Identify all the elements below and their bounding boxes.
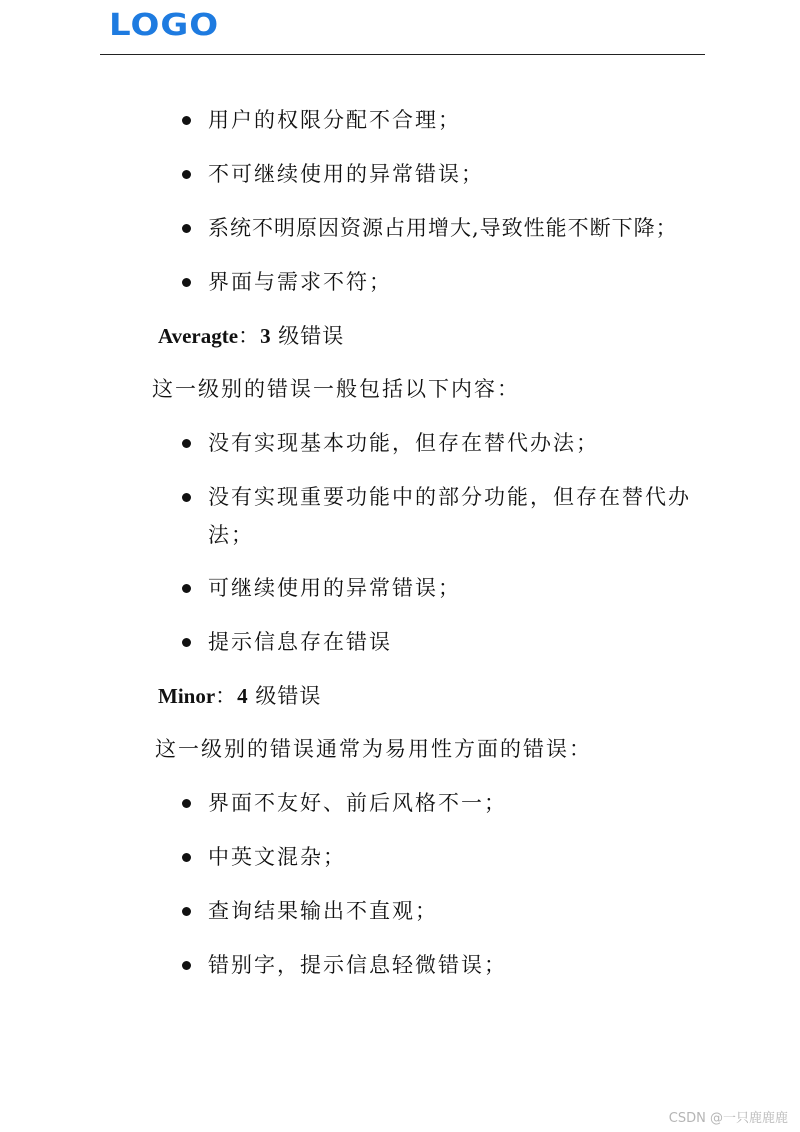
list-item <box>182 263 392 301</box>
list-item-text: 错别字，提示信息轻微错误； <box>208 953 507 977</box>
header-divider <box>100 54 705 55</box>
heading-label: Averagte <box>158 324 239 348</box>
bullet-dot <box>182 116 191 125</box>
heading-level-text: 级错误 <box>255 684 322 708</box>
list-item-text: 系统不明原因资源占用增大,导致性能不断下降； <box>208 216 678 240</box>
heading-level-number: 4 <box>237 684 248 708</box>
list-item <box>182 838 346 876</box>
list-item-text: 界面不友好、前后风格不一； <box>208 791 507 815</box>
list-item <box>182 209 678 247</box>
list-item <box>182 101 461 139</box>
logo: LOGO <box>109 7 220 44</box>
list-item <box>182 478 698 554</box>
list-item <box>182 784 507 822</box>
section-intro: 这一级别的错误一般包括以下内容： <box>152 377 520 401</box>
list-item-text: 不可继续使用的异常错误； <box>208 162 484 186</box>
bullet-dot <box>182 439 191 448</box>
list-item <box>182 623 392 661</box>
bullet-dot <box>182 907 191 916</box>
bullet-dot <box>182 278 191 287</box>
bullet-dot <box>182 638 191 647</box>
heading-label: Minor <box>158 684 216 708</box>
heading-level-text: 级错误 <box>278 324 345 348</box>
list-item-text: 界面与需求不符； <box>208 270 392 294</box>
section-heading-average <box>158 319 344 353</box>
list-item <box>182 569 461 607</box>
bullet-dot <box>182 853 191 862</box>
list-item <box>182 424 599 462</box>
bullet-dot <box>182 493 191 502</box>
list-item-text: 没有实现重要功能中的部分功能，但存在替代办法； <box>208 485 691 547</box>
list-item-text: 可继续使用的异常错误； <box>208 576 461 600</box>
bullet-dot <box>182 961 191 970</box>
bullet-dot <box>182 170 191 179</box>
list-item <box>182 892 438 930</box>
bullet-dot <box>182 584 191 593</box>
heading-level-number: 3 <box>260 324 271 348</box>
list-item-text: 用户的权限分配不合理； <box>208 108 461 132</box>
bullet-dot <box>182 224 191 233</box>
bullet-dot <box>182 799 191 808</box>
list-item-text: 中英文混杂； <box>208 845 346 869</box>
list-item <box>182 946 507 984</box>
list-item-text: 提示信息存在错误 <box>208 630 392 654</box>
section-intro: 这一级别的错误通常为易用性方面的错误： <box>155 737 592 761</box>
section-heading-minor <box>158 679 321 713</box>
heading-separator: ： <box>238 324 261 348</box>
heading-separator: ： <box>215 684 238 708</box>
list-item <box>182 155 484 193</box>
list-item-text: 没有实现基本功能，但存在替代办法； <box>208 431 599 455</box>
watermark: CSDN @一只鹿鹿鹿 <box>668 1111 788 1126</box>
list-item-text: 查询结果输出不直观； <box>208 899 438 923</box>
